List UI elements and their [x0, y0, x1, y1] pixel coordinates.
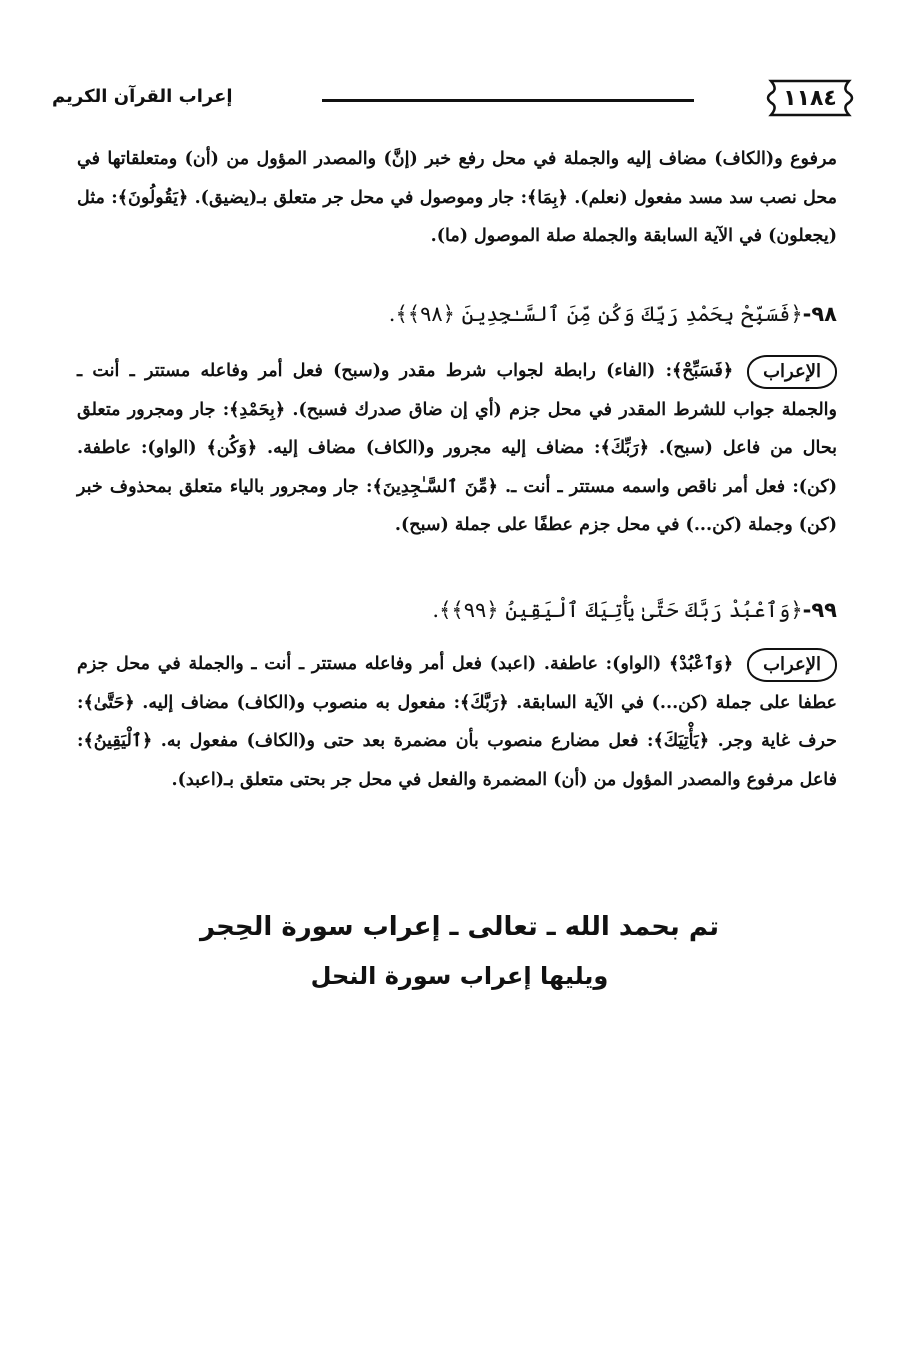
header-divider: [322, 99, 694, 102]
intro-paragraph: مرفوع و(الكاف) مضاف إليه والجملة في محل رفع خبر (إنَّ) والمصدر المؤول من (أن) ومتعلقاتها في محل نصب سد مسد مفعول (نعلم). ﴿بِمَا﴾: جار وموصول في محل جر متعلق بـ(يضيق). ﴿يَقُولُونَ﴾: مثل (يجعلون) في الآية السابقة والجملة صلة الموصول (ما).: [77, 149, 837, 246]
irab-98-text: ﴿فَسَبِّحْ﴾: (الفاء) رابطة لجواب شرط مقدر و(سبح) فعل أمر وفاعله مستتر ـ أنت ـ والجملة جواب للشرط المقدر في محل جزم (أي إن ضاق صدرك فسبح). ﴿بِحَمْدِ﴾: جار ومجرور متعلق بحال من فاعل (سبح). ﴿رَبِّكَ﴾: مضاف إليه مجرور و(الكاف) مضاف إليه. ﴿وَكُن﴾ (الواو): عاطفة. (كن): فعل أمر ناقص واسمه مستتر ـ أنت ـ. ﴿مِّنَ ٱلسَّـٰجِدِينَ﴾: جار ومجرور بالياء متعلق بمحذوف خبر (كن) وجملة (كن...) في محل جزم عطفًا على جملة (سبح).: [77, 361, 837, 535]
verse-number: ٩٨-: [802, 302, 837, 326]
irab-99-paragraph: [77, 645, 837, 799]
verse-99: [77, 590, 837, 630]
page-number-badge: [761, 78, 859, 118]
irab-98-paragraph: [77, 352, 837, 545]
verse-text: ﴿فَسَبِّحْ بِحَمْدِ رَبِّكَ وَكُن مِّنَ ٱلسَّـٰجِدِينَ ﴿٩٨﴾﴾.: [388, 302, 803, 326]
irab-label: الإعراب: [747, 648, 837, 682]
verse-number: ٩٩-: [802, 598, 837, 622]
page-header: [0, 62, 919, 132]
irab-label: الإعراب: [747, 355, 837, 389]
irab-99-text: ﴿وَٱعْبُدْ﴾ (الواو): عاطفة. (اعبد) فعل أمر وفاعله مستتر ـ أنت ـ والجملة في محل جزم عطفا على جملة (كن...) في الآية السابقة. ﴿رَبَّكَ﴾: مفعول به منصوب و(الكاف) مضاف إليه. ﴿حَتَّىٰ﴾: حرف غاية وجر. ﴿يَأْتِيَكَ﴾: فعل مضارع منصوب بأن مضمرة بعد حتى و(الكاف) مفعول به. ﴿ٱلْيَقِينُ﴾: فاعل مرفوع والمصدر المؤول من (أن) المضمرة والفعل في محل جر بحتى متعلق بـ(اعبد).: [77, 654, 837, 790]
page-number: ١١٨٤: [783, 85, 837, 111]
closing-subtitle: ويليها إعراب سورة النحل: [310, 962, 609, 990]
closing-title: تم بحمد الله ـ تعالى ـ إعراب سورة الحِجر: [199, 912, 719, 942]
book-title: إعراب القرآن الكريم: [52, 86, 233, 107]
verse-text: ﴿وَٱعْبُدْ رَبَّكَ حَتَّىٰ يَأْتِيَكَ ٱلْيَقِينُ ﴿٩٩﴾﴾.: [432, 598, 803, 622]
verse-98: [77, 294, 837, 334]
